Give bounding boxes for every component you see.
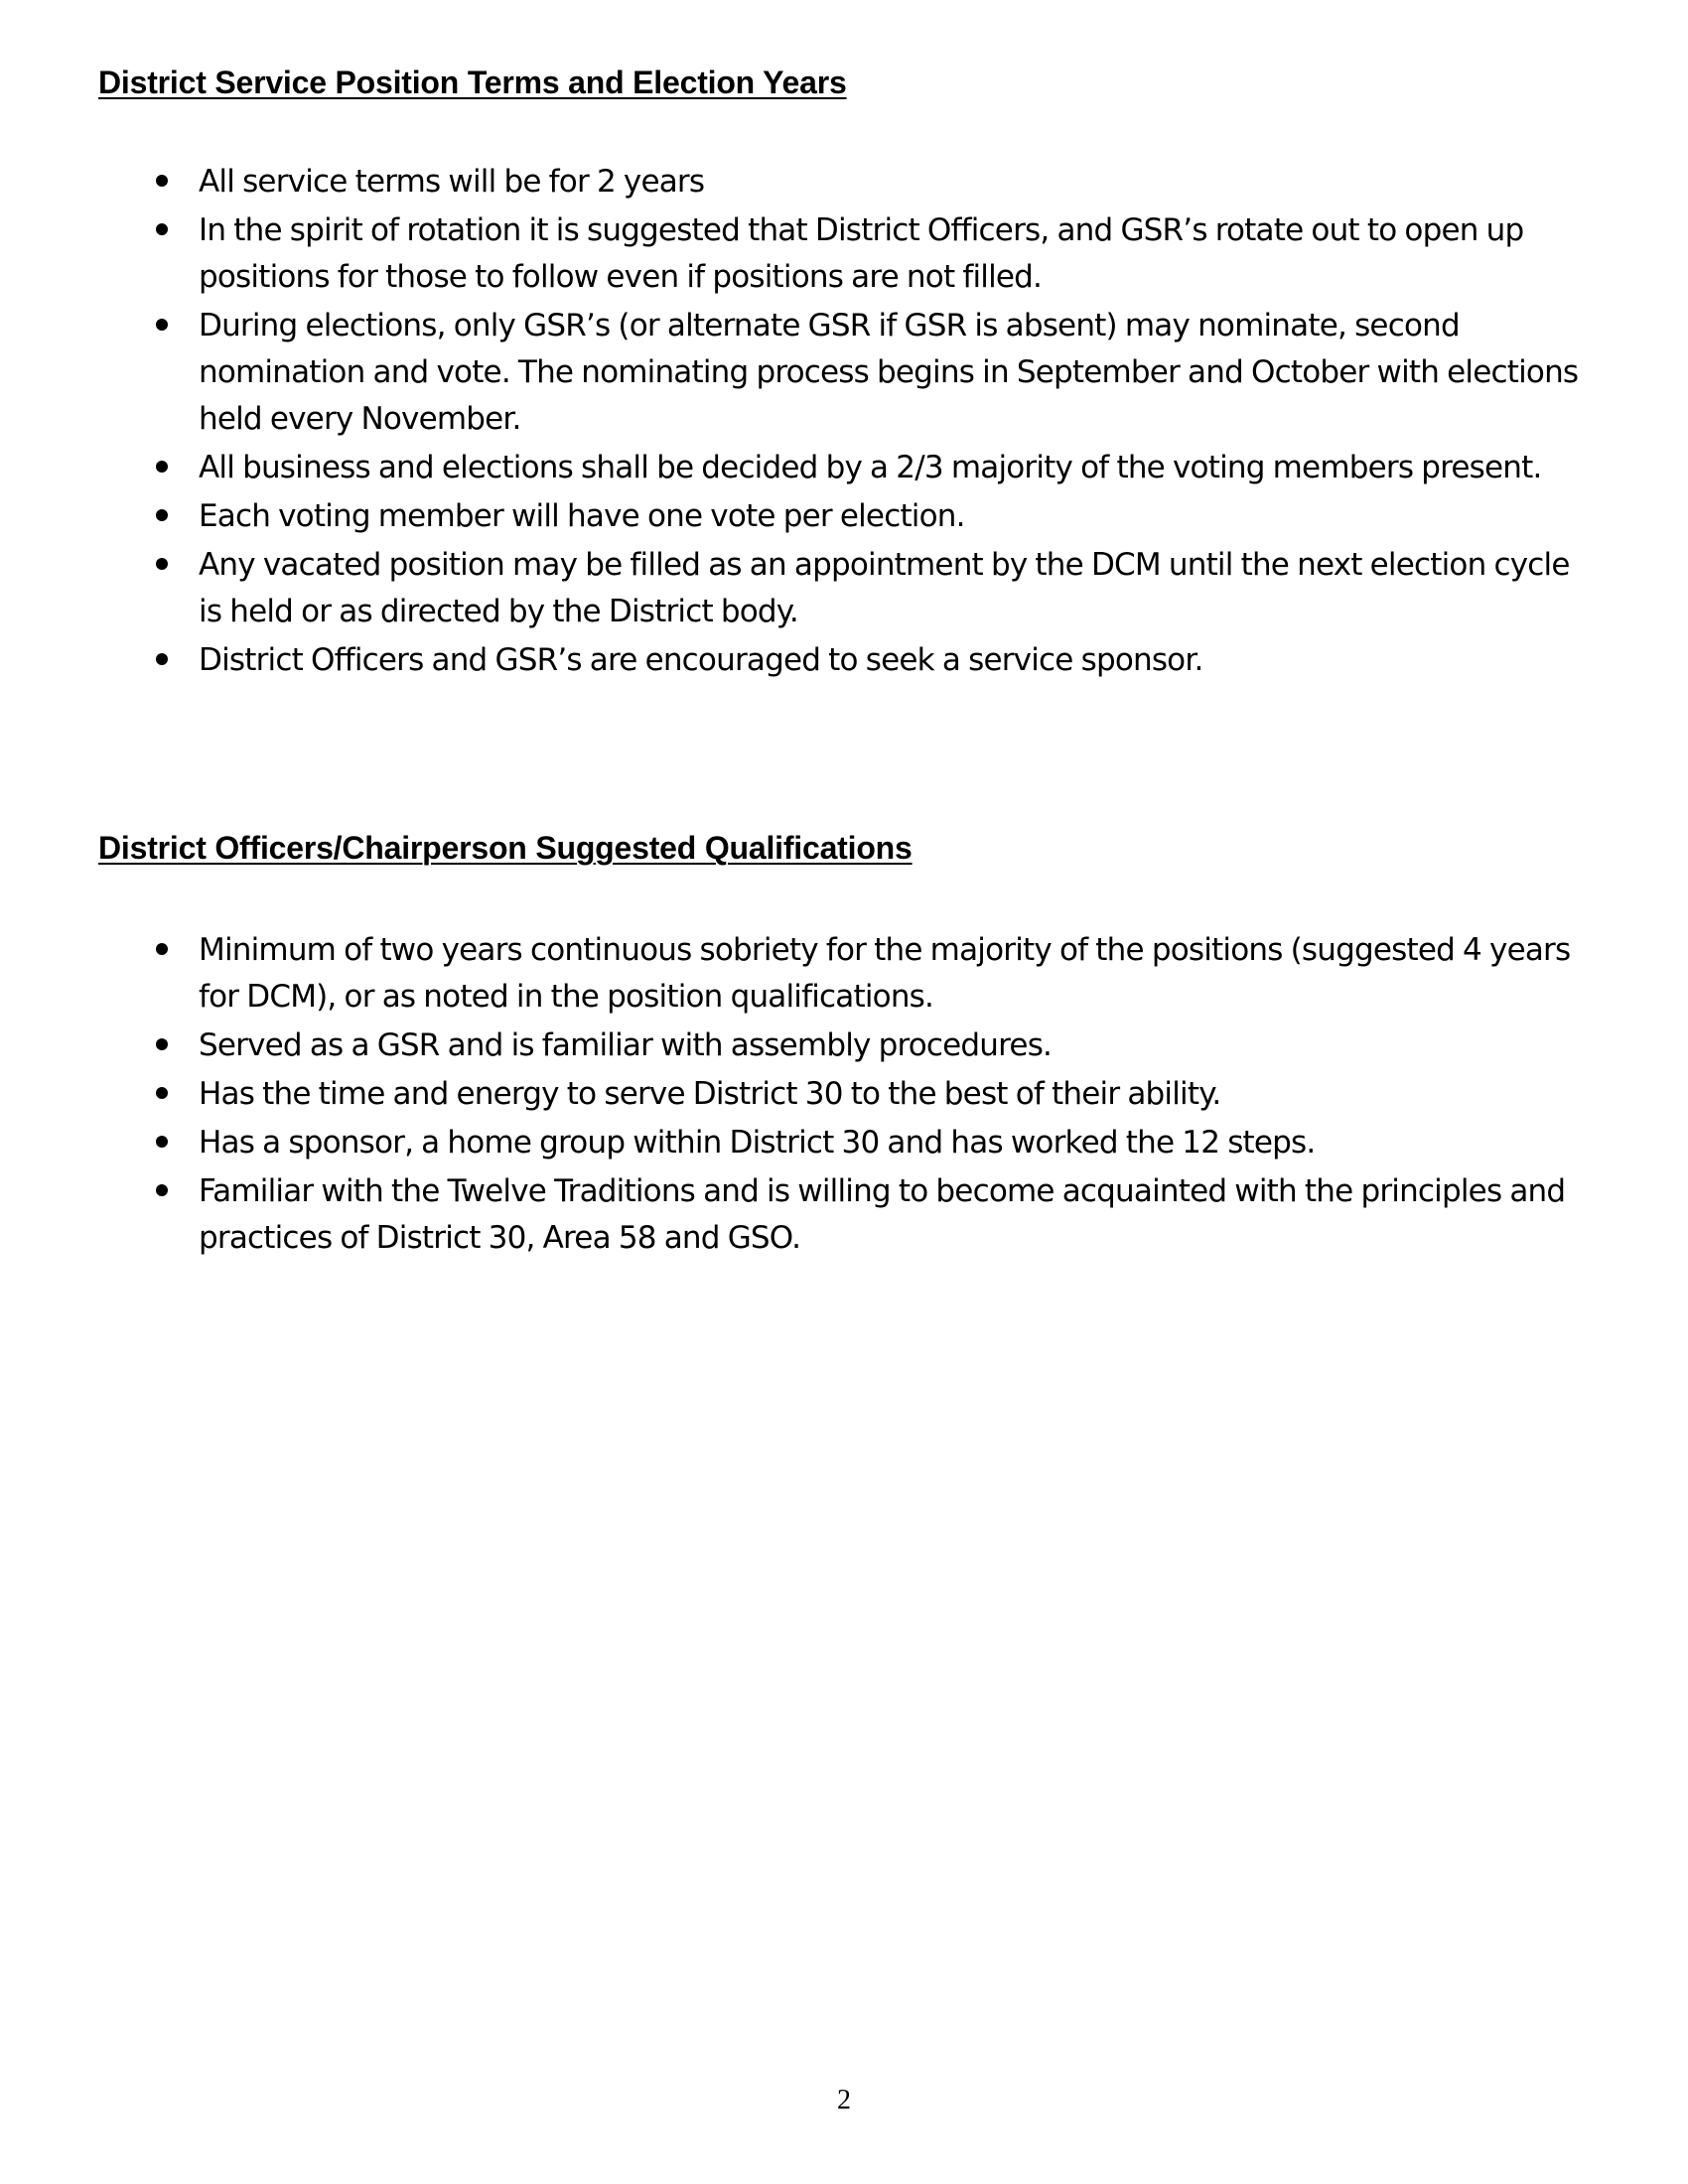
bullet-icon [156, 319, 168, 331]
bullet-icon [156, 1087, 168, 1099]
list-item [0, 493, 1599, 540]
bullet-icon [156, 1136, 168, 1148]
bullet-icon [156, 1038, 168, 1050]
list-item-text: Has the time and energy to serve District 30 to the best of their ability. [199, 1076, 1221, 1112]
list-item [0, 445, 1599, 491]
list-item [0, 1120, 1599, 1166]
list-item [0, 927, 1599, 1021]
list-item [0, 1168, 1599, 1262]
list-item-text: Served as a GSR and is familiar with assembly procedures. [199, 1027, 1053, 1063]
list-item-text: All service terms will be for 2 years [199, 164, 705, 200]
list-item [0, 159, 1599, 205]
page-number: 2 [837, 2085, 851, 2116]
list-item [0, 1071, 1599, 1118]
list-item-text: District Officers and GSR’s are encouraged to seek a service sponsor. [199, 642, 1203, 678]
list-item-text: During elections, only GSR’s (or alternate GSR if GSR is absent) may nominate, second nomination and vote. The nominating process begins in September and October with elections held every November. [199, 308, 1579, 437]
list-item [0, 542, 1599, 635]
bullet-icon [156, 175, 168, 187]
bullet-icon [156, 943, 168, 955]
section-heading-terms: District Service Position Terms and Election Years [98, 65, 847, 100]
bullet-icon [156, 223, 168, 235]
list-item [0, 1023, 1599, 1069]
list-item-text: Any vacated position may be filled as an appointment by the DCM until the next election cycle is held or as directed by the District body. [199, 547, 1570, 629]
list-item-text: Familiar with the Twelve Traditions and is willing to become acquainted with the principles and practices of District 30, Area 58 and GSO. [199, 1173, 1566, 1256]
list-item-text: Has a sponsor, a home group within District 30 and has worked the 12 steps. [199, 1125, 1316, 1160]
qualifications-bullet-list [0, 927, 1688, 1264]
list-item-text: In the spirit of rotation it is suggested that District Officers, and GSR’s rotate out to open up positions for those to follow even if positions are not filled. [199, 212, 1524, 295]
bullet-icon [156, 1184, 168, 1196]
list-item-text: Minimum of two years continuous sobriety for the majority of the positions (suggested 4 years for DCM), or as noted in the position qualifications. [199, 932, 1571, 1015]
bullet-icon [156, 509, 168, 521]
list-item-text: All business and elections shall be decided by a 2/3 majority of the voting members present. [199, 450, 1542, 485]
list-item [0, 207, 1599, 301]
bullet-icon [156, 461, 168, 473]
section-heading-qualifications: District Officers/Chairperson Suggested Qualifications [98, 830, 913, 866]
list-item [0, 303, 1599, 443]
list-item-text: Each voting member will have one vote per election. [199, 498, 965, 534]
terms-bullet-list [0, 159, 1688, 686]
bullet-icon [156, 653, 168, 665]
list-item [0, 637, 1599, 684]
bullet-icon [156, 558, 168, 570]
